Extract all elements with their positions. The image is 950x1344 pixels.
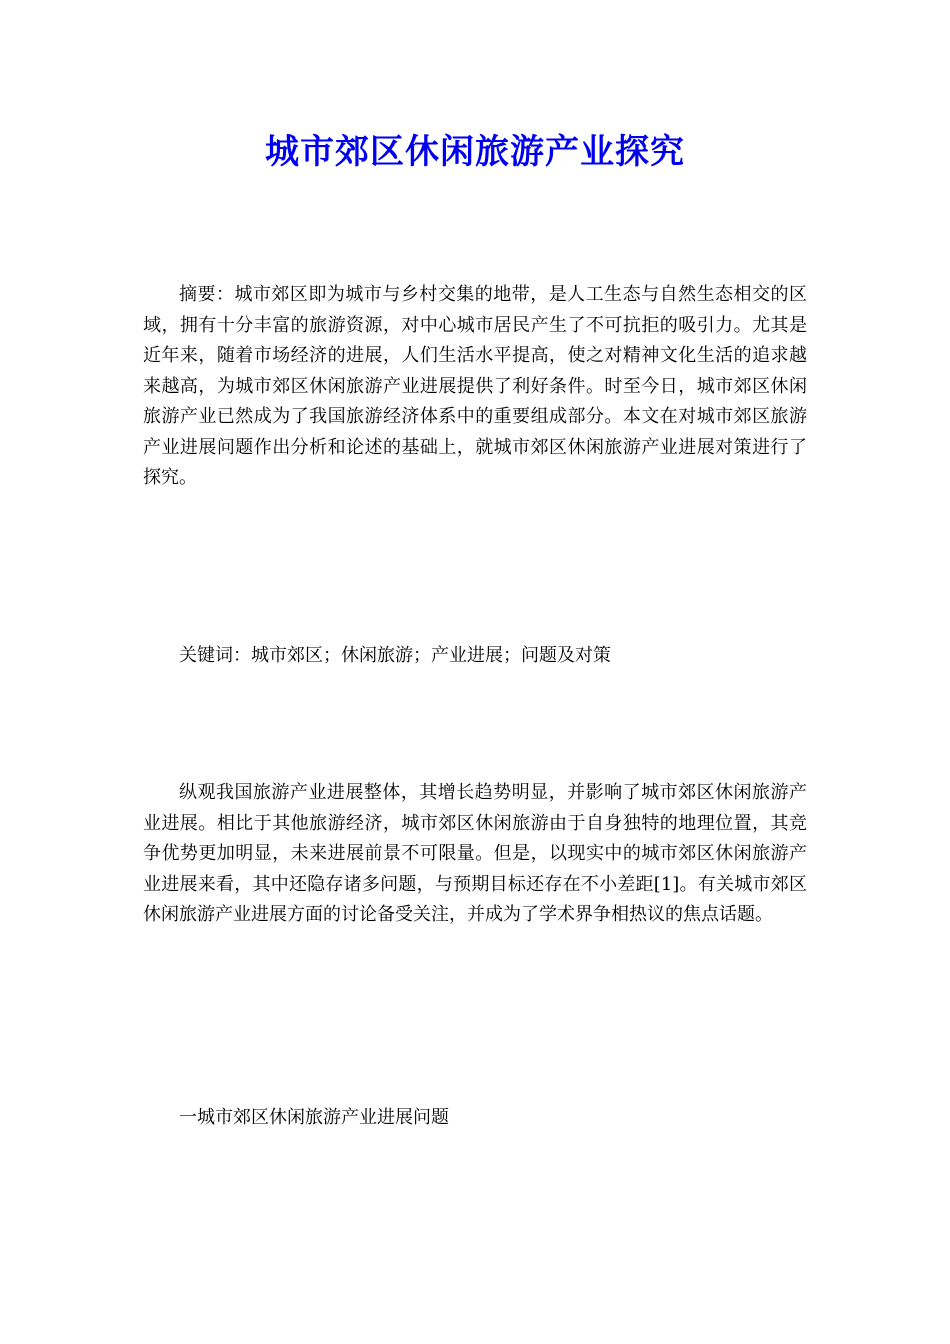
abstract-paragraph: 摘要：城市郊区即为城市与乡村交集的地带，是人工生态与自然生态相交的区域，拥有十分丰富的旅游资源，对中心城市居民产生了不可抗拒的吸引力。尤其是近年来，随着市场经济的进展，人们生活水平提高，使之对精神文化生活的追求越来越高，为城市郊区休闲旅游产业进展提供了利好条件。时至今日，城市郊区休闲旅游产业已然成为了我国旅游经济体系中的重要组成部分。本文在对城市郊区旅游产业进展问题作出分析和论述的基础上，就城市郊区休闲旅游产业进展对策进行了探究。 — [143, 284, 807, 488]
intro-paragraph: 纵观我国旅游产业进展整体，其增长趋势明显，并影响了城市郊区休闲旅游产业进展。相比于其他旅游经济，城市郊区休闲旅游由于自身独特的地理位置，其竞争优势更加明显，未来进展前景不可限量。但是，以现实中的城市郊区休闲旅游产业进展来看，其中还隐存诸多问题，与预期目标还存在不小差距[1]。有关城市郊区休闲旅游产业进展方面的讨论备受关注，并成为了学术界争相热议的焦点话题。 — [143, 782, 807, 925]
document-title: 城市郊区休闲旅游产业探究 — [265, 132, 685, 172]
section-heading: 一城市郊区休闲旅游产业进展问题 — [179, 1107, 449, 1128]
keywords-paragraph: 关键词：城市郊区；休闲旅游；产业进展；问题及对策 — [179, 645, 611, 666]
